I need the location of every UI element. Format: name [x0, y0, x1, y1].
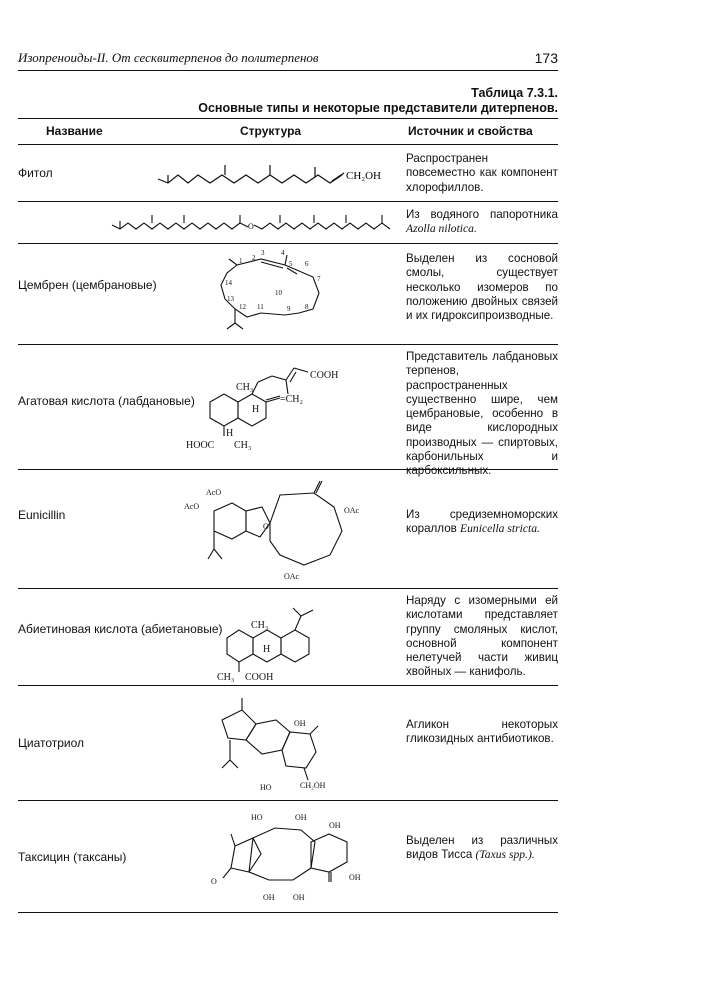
table-number: Таблица 7.3.1.: [471, 86, 558, 100]
agathic-ch3b-label: CH₃: [234, 440, 252, 451]
agathic-hooc-label: HOOC: [186, 440, 215, 451]
agathic-h2-label: H: [226, 428, 234, 439]
row-name-abietic-acid: Абиетиновая кислота (абиетановые): [18, 622, 223, 636]
row-rule: [18, 469, 558, 470]
azolla-diterpene-structure: [108, 207, 400, 239]
agathic-h1-label: H: [252, 404, 260, 415]
cembrene-c6: 6: [305, 260, 309, 268]
taxicin-oh-bottom2-label: OH: [293, 893, 305, 902]
running-head: [18, 50, 558, 70]
eunicillin-aco-top: AcO: [206, 488, 222, 497]
row-name-cyathatriol: Циатотриол: [18, 736, 85, 750]
row-desc-agathic-acid: Представитель лабдановых терпенов, распространенных существенно шире, чем цембрановые, особенно в виде кислородных производных — спиртовых, карбонильных и карбоксильных.: [406, 350, 558, 478]
phytol-label: CH₂OH: [346, 170, 382, 182]
cembrene-c8: 8: [305, 303, 309, 311]
cyathatriol-oh-label: OH: [294, 719, 306, 728]
abietic-acid-structure: [215, 596, 335, 684]
agathic-acid-structure: [180, 350, 370, 455]
eunicillin-structure: [180, 475, 370, 585]
cyathatriol-structure: [200, 690, 350, 800]
page-number: 173: [534, 50, 558, 66]
row-name-cembrene: Цембрен (цембрановые): [18, 278, 157, 292]
cembrene-c4: 4: [281, 249, 285, 257]
cembrene-c2: 2: [252, 254, 256, 262]
eunicillin-ether-o: O: [263, 522, 269, 531]
column-header-name: Название: [46, 124, 103, 138]
row-desc-azolla: Из водяного папоротника Azolla nilotica.: [406, 208, 558, 236]
row-desc-taxicin: Выделен из различных видов Тисса (Taxus spp.).: [406, 834, 558, 862]
agathic-cooh-label: COOH: [310, 370, 339, 381]
row-name-taxicin: Таксицин (таксаны): [18, 850, 127, 864]
row-rule: [18, 800, 558, 801]
taxicin-oh-far-label: OH: [349, 873, 361, 882]
abietic-cooh-label: COOH: [245, 672, 274, 683]
eunicillin-oac-right: OAc: [344, 506, 360, 515]
taxicin-ho-label: HO: [251, 813, 263, 822]
running-title: Изопреноиды-II. От сесквитерпенов до политерпенов: [18, 50, 319, 65]
agathic-ch2-label: =CH₂: [280, 394, 304, 405]
cembrene-c7: 7: [317, 275, 321, 283]
row-desc-cembrene: Выделен из сосновой смолы, существует несколько изомеров по положению двойных связей и их гидроксипроизводные.: [406, 252, 558, 323]
cembrene-structure: [195, 245, 335, 345]
abietic-h-label: H: [263, 644, 271, 655]
cyathatriol-ho-label: HO: [260, 783, 272, 792]
row-rule: [18, 344, 558, 345]
phytol-structure: [150, 155, 400, 195]
taxicin-structure: [205, 806, 365, 910]
row-desc-abietic-acid: Наряду с изомерными ей кислотами представляет группу смоляных кислот, основной компонент нелетучей части живиц хвойных — канифоль.: [406, 594, 558, 679]
column-header-source: Источник и свойства: [408, 124, 533, 138]
cembrene-c9: 9: [287, 305, 291, 313]
table-top-rule: [18, 118, 558, 119]
cembrene-c13: 13: [227, 295, 234, 303]
table-bottom-rule: [18, 912, 558, 913]
row-rule: [18, 588, 558, 589]
row-name-agathic-acid: Агатовая кислота (лабдановые): [18, 394, 195, 408]
taxicin-oh-right-label: OH: [329, 821, 341, 830]
eunicillin-oac-bottom: OAc: [284, 572, 300, 581]
taxicin-oh-bottom1-label: OH: [263, 893, 275, 902]
cembrene-c14: 14: [225, 279, 232, 287]
row-name-phytol: Фитол: [18, 166, 53, 180]
azolla-ester-o: O: [248, 222, 254, 231]
cembrene-c1: 1: [239, 257, 243, 265]
row-name-eunicillin: Eunicillin: [18, 508, 66, 522]
row-rule: [18, 201, 558, 202]
table-title: Основные типы и некоторые представители дитерпенов.: [198, 101, 558, 115]
column-header-structure: Структура: [240, 124, 302, 138]
abietic-ch3-label: CH₃: [251, 620, 269, 631]
header-bottom-rule: [18, 144, 558, 145]
row-desc-cyathatriol: Агликон некоторых гликозидных антибиотиков.: [406, 718, 558, 746]
row-rule: [18, 685, 558, 686]
cyathatriol-ch2oh-label: CH₂OH: [300, 781, 326, 790]
eunicillin-aco-left: AcO: [184, 502, 200, 511]
header-rule: [18, 70, 558, 71]
row-desc-eunicillin: Из средиземноморских кораллов Eunicella stricta.: [406, 508, 558, 536]
row-desc-phytol: Распространен повсеместно как компонент хлорофиллов.: [406, 152, 558, 194]
cembrene-c12: 12: [239, 303, 246, 311]
abietic-ch3b-label: CH₃: [217, 672, 235, 683]
cembrene-c5: 5: [289, 260, 293, 268]
row-rule: [18, 243, 558, 244]
agathic-ch3-label: CH₃: [236, 382, 254, 393]
taxicin-oh-top-label: OH: [295, 813, 307, 822]
table-caption: [18, 86, 558, 116]
cembrene-c10: 10: [275, 289, 282, 297]
cembrene-c3: 3: [261, 249, 265, 257]
cembrene-c11: 11: [257, 303, 264, 311]
taxicin-ketone-o: O: [211, 877, 217, 886]
